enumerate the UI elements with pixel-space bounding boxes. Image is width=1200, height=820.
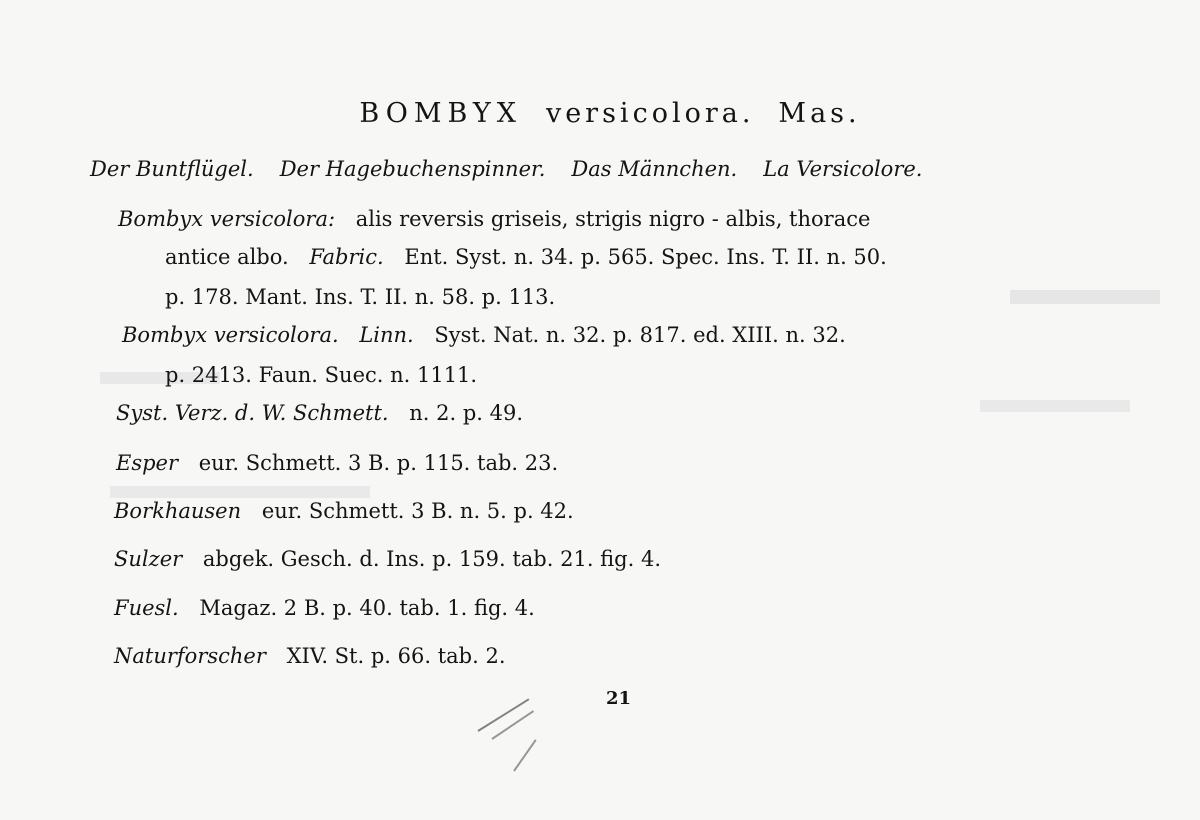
page-number: 21 [606,688,632,709]
reference-line [165,285,555,309]
reference-author: Fuesl. [114,596,179,620]
reference-text: alis reversis griseis, strigis nigro - albis, thorace [355,207,871,231]
reference-line [116,401,523,425]
reference-line [114,547,661,571]
reference-line [114,644,506,668]
reference-author: Bombyx versicolora. [122,323,339,347]
reference-author: Borkhausen [114,499,242,523]
common-name: Der Buntflügel. [90,157,254,181]
reference-line [165,245,887,269]
sex-label: Mas. [778,98,861,129]
reference-author: Fabric. [309,245,384,269]
reference-author: Naturforscher [114,644,266,668]
reference-line [165,363,477,387]
reference-text: eur. Schmett. 3 B. n. 5. p. 42. [261,499,574,523]
common-names [90,157,1130,181]
pencil-mark [477,698,529,731]
reference-line [122,323,846,347]
common-name: Das Männchen. [571,157,738,181]
reference-author: Bombyx versicolora: [118,207,336,231]
show-through-smudge [1010,290,1160,304]
reference-line [118,207,870,231]
reference-text: p. 2413. Faun. Suec. n. 1111. [165,363,478,387]
reference-text: XIV. St. p. 66. tab. 2. [286,644,506,668]
reference-text: Magaz. 2 B. p. 40. tab. 1. fig. 4. [199,596,535,620]
reference-author: Sulzer [114,547,183,571]
reference-text: p. 178. Mant. Ins. T. II. n. 58. p. 113. [165,285,556,309]
reference-line [116,451,558,475]
reference-text: Syst. Nat. n. 32. p. 817. ed. XIII. n. 32. [434,323,846,347]
reference-author: Syst. Verz. d. W. Schmett. [116,401,389,425]
reference-text: antice albo. [165,245,289,269]
reference-line [114,499,574,523]
genus-name: BOMBYX [359,98,522,129]
species-name: versicolora. [545,98,755,129]
common-name: La Versicolore. [763,157,923,181]
reference-text: eur. Schmett. 3 B. p. 115. tab. 23. [198,451,559,475]
reference-text: n. 2. p. 49. [409,401,524,425]
show-through-smudge [980,400,1130,412]
reference-line [114,596,535,620]
reference-text: Ent. Syst. n. 34. p. 565. Spec. Ins. T. II. n. 50. [404,245,887,269]
reference-author: Esper [116,451,179,475]
reference-author: Linn. [359,323,414,347]
page-heading [0,98,1200,129]
common-name: Der Hagebuchenspinner. [279,157,546,181]
reference-text: abgek. Gesch. d. Ins. p. 159. tab. 21. fig. 4. [202,547,662,571]
pencil-mark [491,710,534,740]
pencil-mark [513,739,536,771]
show-through-smudge [110,486,370,498]
